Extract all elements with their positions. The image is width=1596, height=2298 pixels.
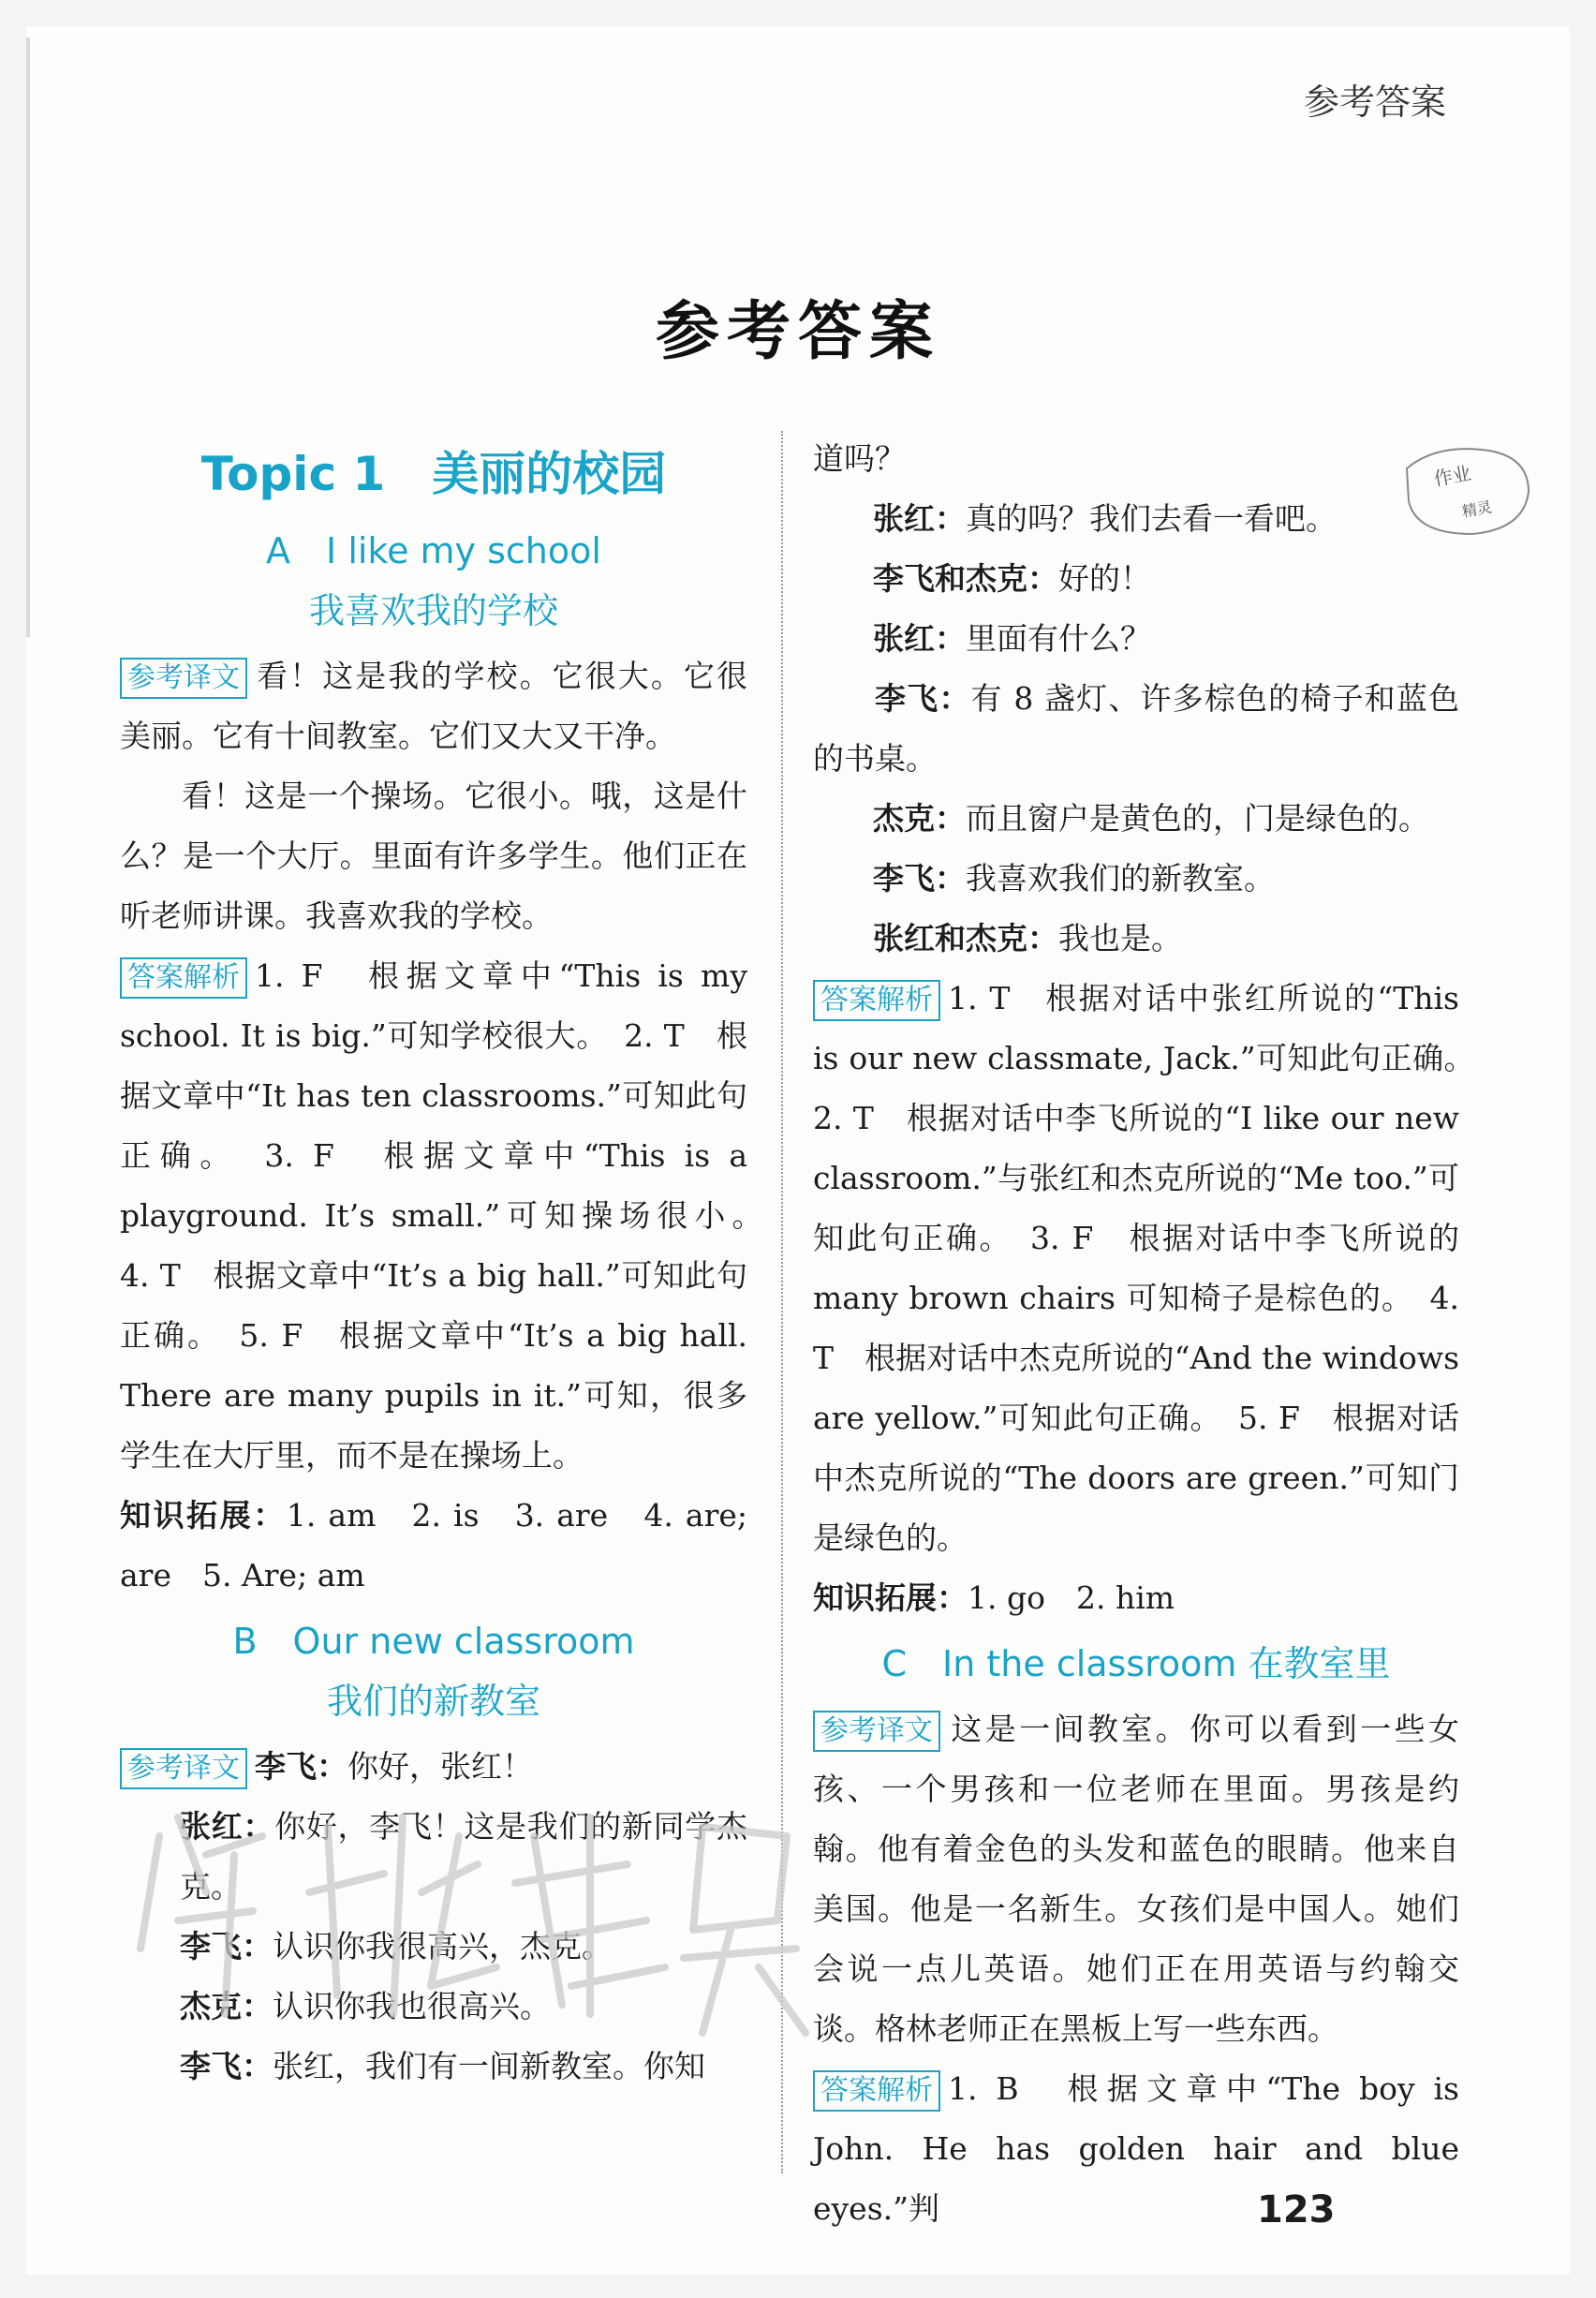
- dialogue-text: 真的吗？我们去看一看吧。: [966, 500, 1337, 537]
- analysis-tag: 答案解析: [813, 980, 940, 1021]
- page-number: 123: [1257, 2188, 1336, 2231]
- dialogue-line: [813, 489, 1459, 549]
- speaker: 李飞：: [255, 1748, 347, 1785]
- section-b-analysis: [813, 969, 1490, 1568]
- speaker: 杰克：: [180, 1988, 273, 2024]
- dialogue-line: [813, 849, 1459, 909]
- section-b-subheading: 我们的新教室: [326, 1681, 540, 1722]
- analysis-tag: 答案解析: [813, 2070, 940, 2112]
- svg-text:精灵: 精灵: [1460, 497, 1494, 521]
- topic-title: Topic 1 美丽的校园: [200, 447, 667, 501]
- dialogue-text: 认识你我也很高兴。: [273, 1988, 551, 2024]
- analysis-text: 1. B 根据文章中“The boy is John. He has golden hair and blue eyes.”判: [813, 2070, 1470, 2227]
- speaker: 杰克：: [873, 800, 966, 837]
- section-b-heading: B Our new classroom: [232, 1621, 635, 1662]
- section-c-analysis: [813, 2059, 1470, 2239]
- speaker: 李飞：: [180, 1928, 273, 1964]
- dialogue-line: [813, 789, 1459, 849]
- section-a-translation: [120, 646, 747, 766]
- dialogue-text: 有 8 盏灯、许多棕色的椅子和蓝色的书桌。: [813, 680, 1460, 777]
- dialogue-text: 你好，张红！: [347, 1748, 533, 1785]
- analysis-text: 1. F 根据文章中“This is my school. It is big.”可知学校很大。 2. T 根据文章中“It has ten classrooms.”可知此句正确。 3. F 根据文章中“This is a playground. It’s small.”可知操场很小。 4. T 根据文章中“It’s a big hall.”可知此句正确。 5. F 根据文章中“It’s a big hall. There are many pupils in it.”可知，很多学生在大厅里，而不是在操场上。: [120, 957, 778, 1474]
- extension-text: 1. am 2. is 3. are 4. are; are 5. Are; am: [120, 1497, 758, 1594]
- page-title: 参考答案: [655, 295, 940, 369]
- translation-tag: 参考译文: [813, 1711, 940, 1752]
- translation-text: 这是一间教室。你可以看到一些女孩、一个男孩和一位老师在里面。男孩是约翰。他有着金色的头发和蓝色的眼睛。他来自美国。他是一名新生。女孩们是中国人。她们会说一点儿英语。她们正在用英语与约翰交谈。格林老师正在黑板上写一些东西。: [813, 1711, 1459, 2047]
- speaker: 李飞和杰克：: [873, 560, 1058, 597]
- section-b-extension: [813, 1568, 1459, 1628]
- speaker: 李飞：: [180, 2048, 273, 2084]
- section-c-heading: C In the classroom 在教室里: [881, 1643, 1391, 1684]
- dialogue-text: 而且窗户是黄色的，门是绿色的。: [966, 800, 1429, 837]
- watermark-logo: [122, 1780, 834, 2061]
- analysis-text: 1. T 根据对话中张红所说的“This is our new classmate, Jack.”可知此句正确。 2. T 根据对话中李飞所说的“I like our new classroom.”与张红和杰克所说的“Me too.”可知此句正确。 3. F 根据对话中李飞所说的 many brown chairs 可知椅子是棕色的。 4. T 根据对话中杰克所说的“And the windows are yellow.”可知此句正确。 5. F 根据对话中杰克所说的“The doors are green.”可知门是绿色的。: [813, 980, 1490, 1556]
- translation-tag: 参考译文: [120, 658, 247, 699]
- translation-tag: 参考译文: [120, 1748, 247, 1789]
- section-a-heading: A I like my school: [266, 530, 601, 571]
- speaker: 张红：: [873, 500, 966, 537]
- speaker: 张红：: [873, 620, 966, 657]
- dialogue-line: [813, 549, 1459, 609]
- svg-text:作业: 作业: [1432, 461, 1473, 491]
- dialogue-continuation: 道吗？: [813, 440, 906, 477]
- section-c-translation: [813, 1699, 1459, 2059]
- dialogue-text: 好的！: [1058, 560, 1151, 597]
- speaker: 张红：: [180, 1808, 275, 1845]
- dialogue-text: 认识你我很高兴，杰克。: [273, 1928, 613, 1964]
- speaker: 张红和杰克：: [873, 920, 1058, 956]
- dialogue-text: 张红，我们有一间新教室。你知: [273, 2048, 705, 2084]
- extension-text: 1. go 2. him: [968, 1579, 1175, 1616]
- dialogue-line: [813, 909, 1459, 969]
- analysis-tag: 答案解析: [120, 957, 247, 999]
- extension-label: 知识拓展：: [120, 1497, 287, 1534]
- running-header: 参考答案: [1303, 82, 1446, 123]
- dialogue-text: 我也是。: [1058, 920, 1182, 956]
- dialogue-text: 里面有什么？: [966, 620, 1151, 657]
- translation-para-1: 看！这是我的学校。它很大。它很美丽。它有十间教室。它们又大又干净。: [120, 658, 747, 754]
- dialogue-text: 你好，李飞！这是我们的新同学杰克。: [180, 1808, 748, 1905]
- dialogue-line: [813, 609, 1459, 669]
- dialogue-text: 我喜欢我们的新教室。: [966, 860, 1275, 897]
- dialogue-line: [813, 669, 1459, 789]
- speaker: 李飞：: [873, 860, 966, 897]
- section-a-subheading: 我喜欢我的学校: [308, 590, 558, 631]
- section-a-extension: [120, 1486, 758, 1606]
- translation-para-2: 看！这是一个操场。它很小。哦，这是什么？是一个大厅。里面有许多学生。他们正在听老师讲课。我喜欢我的学校。: [120, 778, 747, 934]
- section-a-analysis: [120, 946, 778, 1486]
- extension-label: 知识拓展：: [813, 1579, 968, 1616]
- speaker: 李飞：: [875, 680, 971, 717]
